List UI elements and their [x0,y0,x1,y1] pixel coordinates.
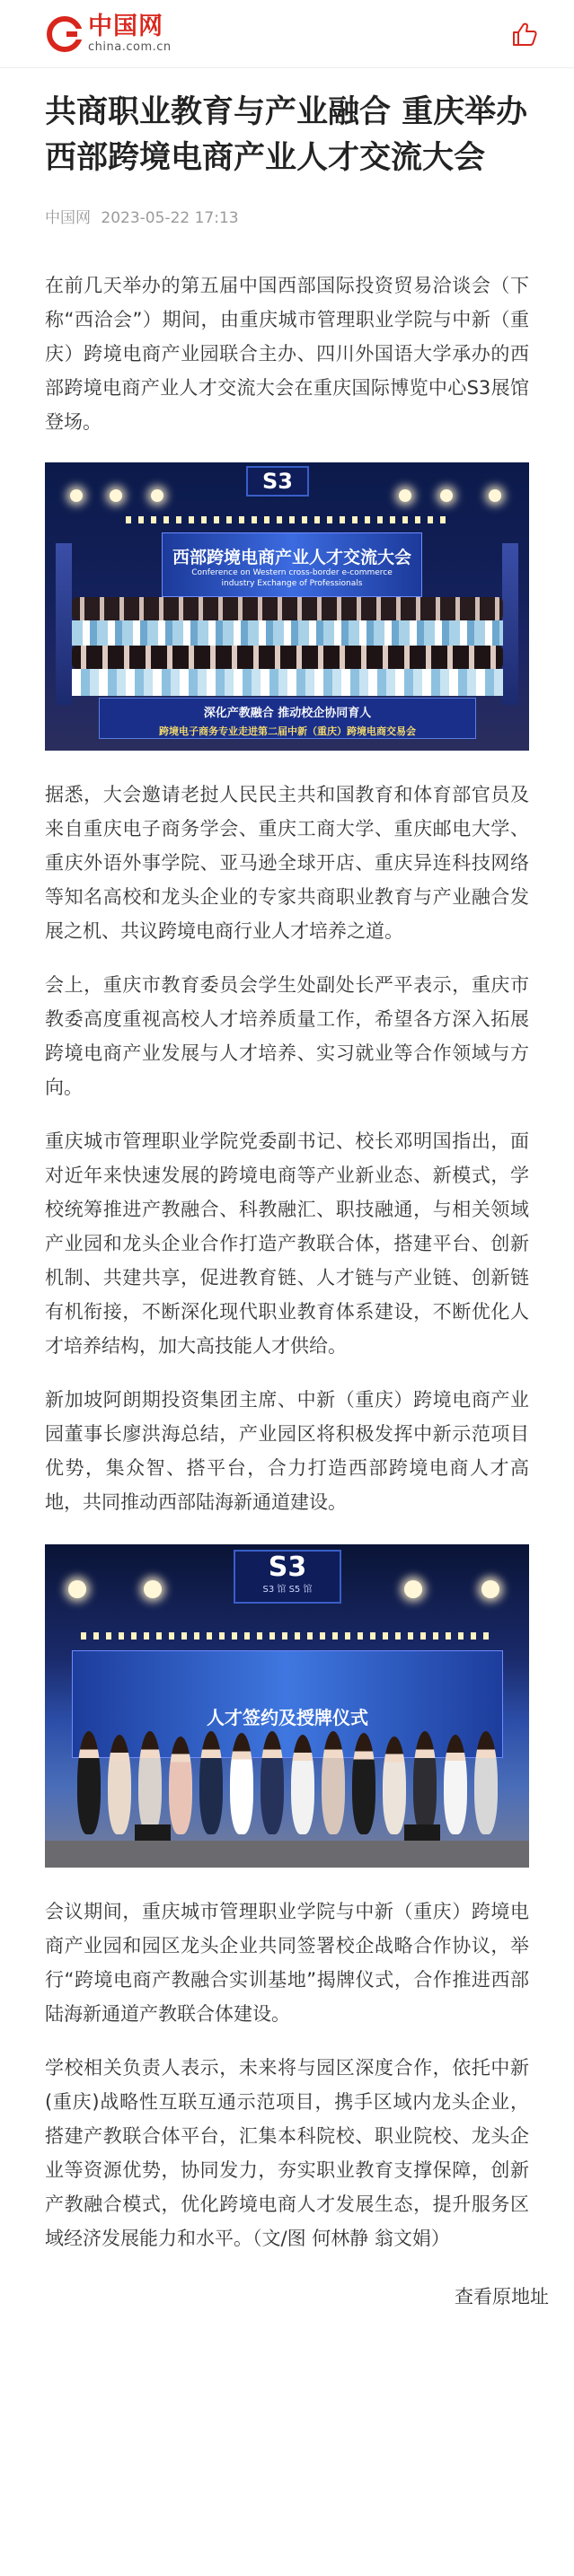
crowd-rows [72,597,503,696]
hall-sign-subtext: S3 馆 S5 馆 [262,1585,313,1595]
hall-sign [234,1550,341,1604]
conference-banner [162,532,422,597]
article-paragraph: 学校相关负责人表示，未来将与园区深度合作，依托中新(重庆)战略性互联互通示范项目，携手区域内龙头企业，搭建产教联合体平台，汇集本科院校、职业院校、龙头企业等资源优势，协同发力，夯实职业教育支撑保障，创新产教融合模式，优化跨境电商人才发展生态，提升服务区域经济发展能力和水平。（文/图 何林静 翁文娟） [45,2057,529,2249]
hall-sign: S3 [246,466,309,497]
article-paragraph: 重庆城市管理职业学院党委副书记、校长邓明国指出，面对近年来快速发展的跨境电商等产业新业态、新模式，学校统筹推进产教融合、科教融汇、职技融通，与相关领域产业园和龙头企业合作打造产教联合体，搭建平台、创新机制、共建共享，促进教育链、人才链与产业链、创新链有机衔接，不断深化现代职业教育体系建设，不断优化人才培养结构，加大高技能人才供给。 [45,1130,529,1357]
article-source: 中国网 [45,209,91,227]
banner-subtitle: Conference on Western cross-border e-commerce industry Exchange of Professionals [191,568,393,588]
ceremony-people [77,1731,499,1839]
site-logo[interactable] [47,14,172,53]
article-meta [0,181,574,227]
slogan-line-1: 深化产教融合 推动校企协同育人 [203,707,372,720]
article-date: 2023-05-22 17:13 [101,209,239,227]
site-header [0,0,574,68]
article-title: 共商职业教育与产业融合 重庆举办西部跨境电商产业人才交流大会 [45,94,528,176]
logo-text-en: china.com.cn [88,40,172,54]
thumbs-up-button[interactable] [508,17,542,51]
thumbs-up-icon [510,20,539,48]
view-original-link[interactable]: 查看原地址 [455,2286,549,2308]
banner-title: 西部跨境电商产业人才交流大会 [172,548,411,567]
photo-slogan-strip [99,698,476,739]
signing-ceremony-photo [45,1544,529,1868]
article-paragraph: 会上，重庆市教育委员会学生处副处长严平表示，重庆市教委高度重视高校人才培养质量工作，希望各方深入拓展跨境电商产业发展与人才培养、实习就业等合作领域与方向。 [45,974,529,1098]
article-paragraph: 新加坡阿朗期投资集团主席、中新（重庆）跨境电商产业园董事长廖洪海总结，产业园区将积极发挥中新示范项目优势，集众智、搭平台，合力打造西部跨境电商人才高地，共同推动西部陆海新通道建设。 [45,1389,529,1513]
article-paragraph: 在前几天举办的第五届中国西部国际投资贸易洽谈会（下称“西洽会”）期间，由重庆城市管理职业学院与中新（重庆）跨境电商产业园联合主办、四川外国语大学承办的西部跨境电商产业人才交流大会在重庆国际博览中心S3展馆登场。 [45,275,529,433]
article-paragraph: 会议期间，重庆城市管理职业学院与中新（重庆）跨境电商产业园和园区龙头企业共同签署校企战略合作协议，举行“跨境电商产教融合实训基地”揭牌仪式，合作推进西部陆海新通道产教联合体建设。 [45,1901,529,2025]
conference-group-photo [45,462,529,751]
slogan-line-2: 跨境电子商务专业走进第二届中新（重庆）跨境电商交易会 [159,725,416,737]
ceremony-banner-title: 人才签约及授牌仪式 [207,1707,368,1728]
article-paragraph: 据悉，大会邀请老挝人民民主共和国教育和体育部官员及来自重庆电子商务学会、重庆工商大学、重庆邮电大学、重庆外语外事学院、亚马逊全球开店、重庆异连科技网络等知名高校和龙头企业的专家共商职业教育与产业融合发展之机、共议跨境电商行业人才培养之道。 [45,784,529,942]
logo-text-cn: 中国网 [88,13,163,40]
china-net-logo-icon [47,16,83,52]
hall-sign-text: S3 [268,1552,307,1583]
